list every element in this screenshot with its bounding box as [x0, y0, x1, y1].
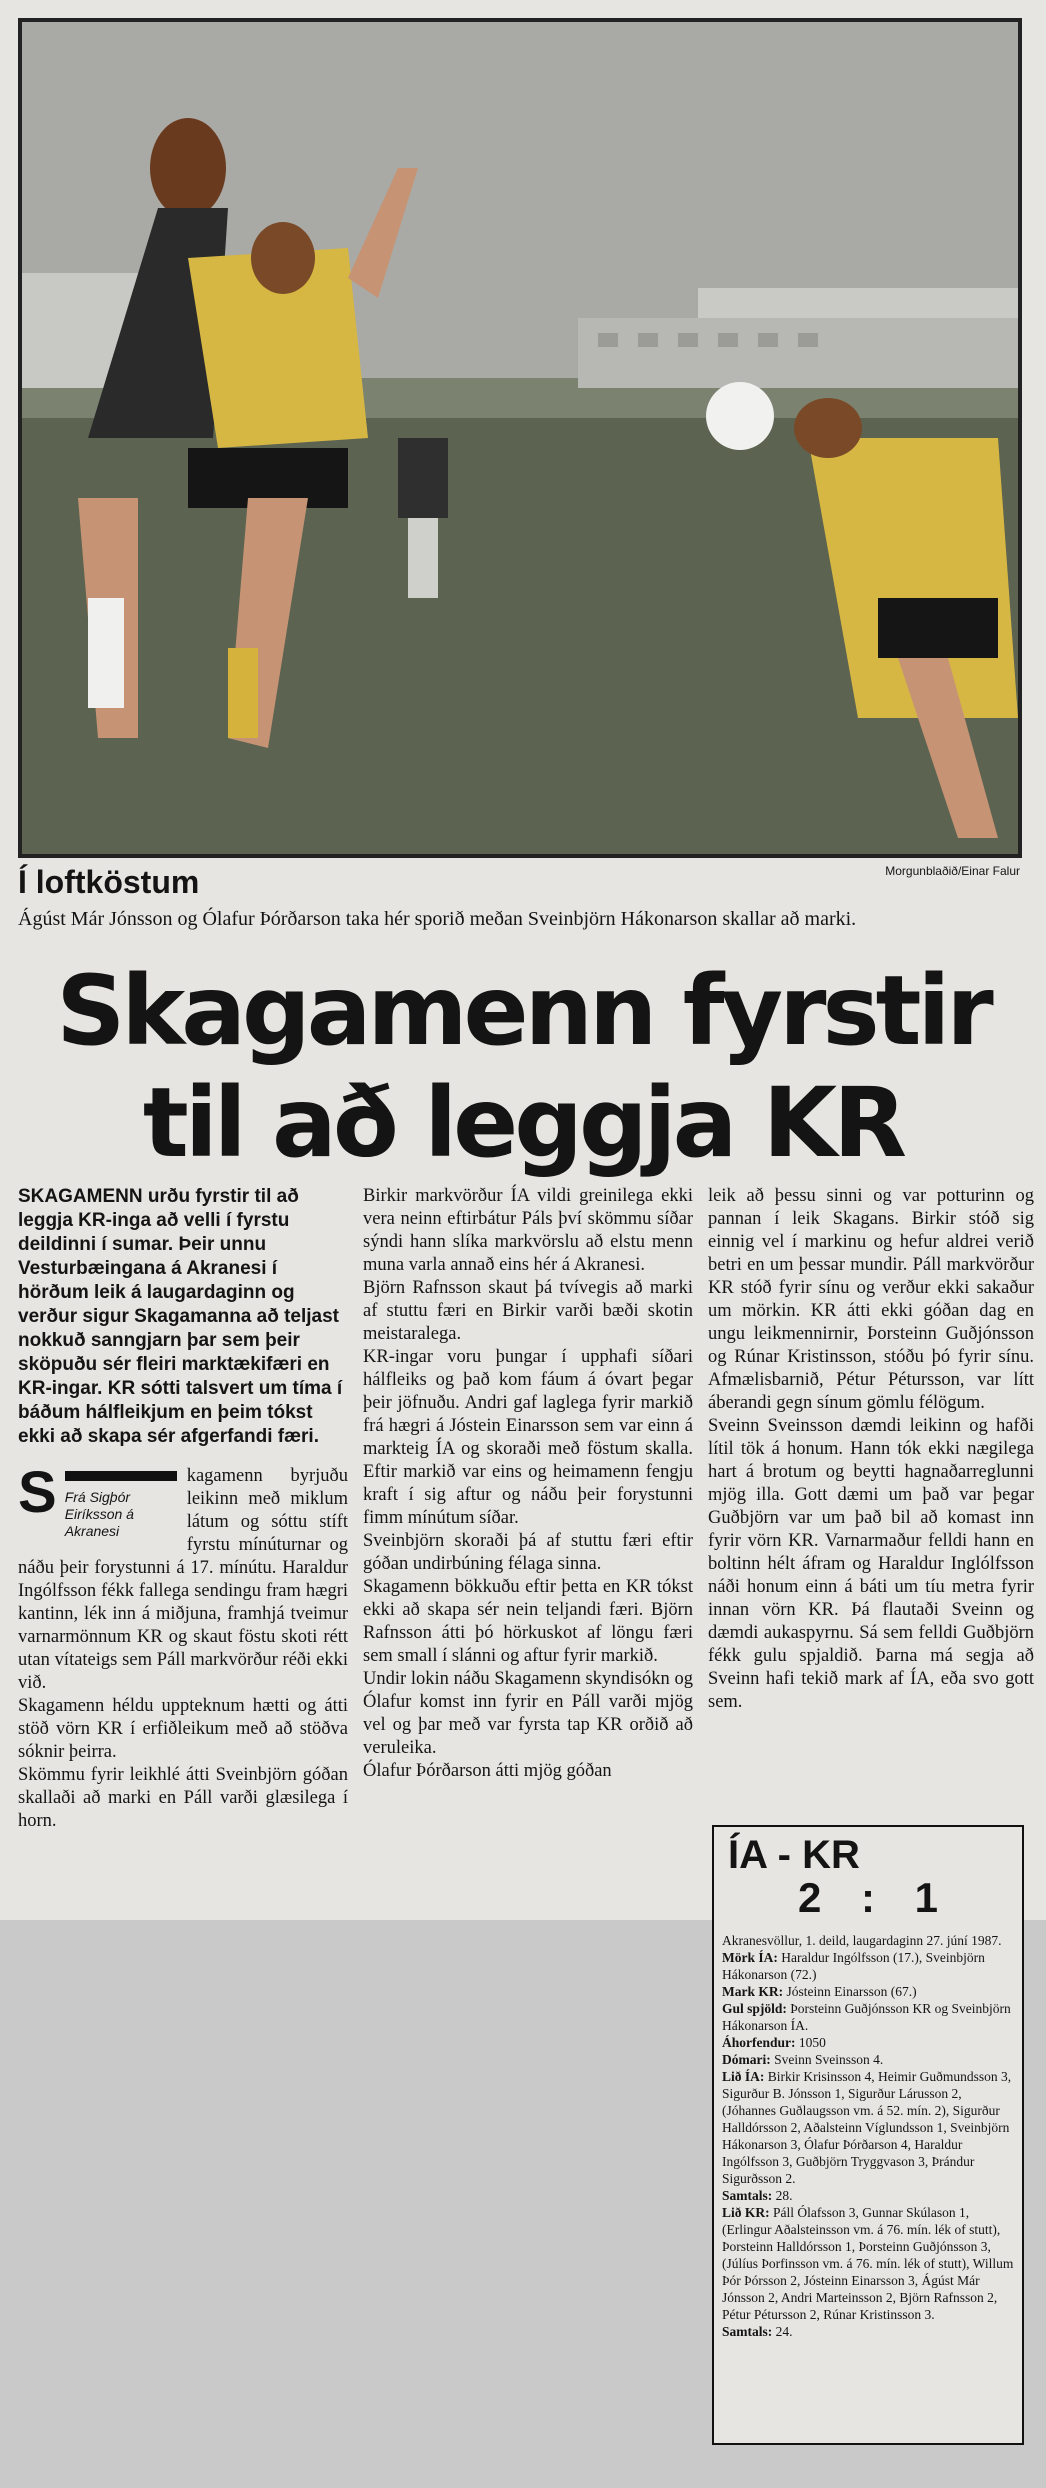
factbox-line: Lið KR: Páll Ólafsson 3, Gunnar Skúlason 1, (Erlingur Aðalsteinsson vm. á 76. mín. lék of stutt), Þorsteinn Halldórsson 1, Þorsteinn Guðjónsson 3, (Júlíus Þorfinsson vm. á 76. mín. lék of stutt), Willum Þór Þórsson 2, Jósteinn Einarsson 3, Ágúst Már Jónsson 2, Andri Marteinsson 2, Björn Rafnsson 2, Pétur Pétursson 2, Rúnar Kristinsson 3.	[722, 2205, 1014, 2322]
article-paragraph: Skömmu fyrir leikhlé átti Sveinbjörn góðan skallaði að marki en Páll varði glæsilega í horn.	[18, 1765, 348, 1831]
drop-cap: S	[18, 1460, 57, 1525]
photo-credit: Morgunblaðið/Einar Falur	[885, 864, 1020, 878]
factbox-line: Mark KR: Jósteinn Einarsson (67.)	[722, 1984, 917, 1999]
article-paragraph: Undir lokin náðu Skagamenn skyndisókn og Ólafur komst inn fyrir en Páll varði mjög vel og þar með var fyrsta tap KR orðið að veruleika.	[363, 1669, 693, 1758]
article-column-3	[708, 1185, 1034, 1714]
factbox-line: Akranesvöllur, 1. deild, laugardaginn 27. júní 1987.	[722, 1933, 1002, 1948]
factbox-line: Mörk ÍA: Haraldur Ingólfsson (17.), Sveinbjörn Hákonarson (72.)	[722, 1950, 985, 1982]
article-paragraph: leik að þessu sinni og var potturinn og pannan í leik Skagans. Birkir stóð sig einnig vel í markinu og hefur aldrei verið betri en um þessar mundir. Páll markvörður KR stóð fyrir sínu og verður ekki sakaður um mörkin. KR átti ekki góðan dag en ungu leikmennirnir, Þorsteinn Guðjónsson og Rúnar Kristinsson, stóðu þó fyrir sínu. Afmælisbarnið, Pétur Pétursson, var lítt áberandi gegn sínum gömlu félögum.	[708, 1186, 1034, 1413]
article-paragraph: Sveinbjörn skoraði þá af stuttu færi eftir góðan undirbúning félaga sinna.	[363, 1531, 693, 1574]
factbox-line: Samtals: 24.	[722, 2324, 793, 2339]
factbox-line: Lið ÍA: Birkir Krisinsson 4, Heimir Guðmundsson 3, Sigurður B. Jónsson 1, Sigurður Lárusson 2, (Jóhannes Guðlaugsson vm. á 52. mín. 2), Sigurður Halldórsson 2, Aðalsteinn Víglundsson 1, Sveinbjörn Hákonarson 3, Ólafur Þórðarson 4, Haraldur Ingólfsson 3, Guðbjörn Tryggvason 3, Þrándur Sigurðsson 2.	[722, 2069, 1012, 2186]
byline-rule	[65, 1471, 177, 1481]
match-photo	[18, 18, 1022, 858]
article-column-1	[18, 1185, 348, 1833]
article-paragraph: Skagamenn bökkuðu eftir þetta en KR tókst ekki að skapa sér nein teljandi færi. Björn Rafnsson átti þó hörkuskot af löngu færi sem small í slánni og aftur fyrir markið.	[363, 1577, 693, 1666]
factbox-lines	[722, 1932, 1014, 2340]
article-paragraph: Björn Rafnsson skaut þá tvívegis að marki af stuttu færi en Birkir varði bæði skotin meistaralega.	[363, 1278, 693, 1344]
byline-text: Frá Sigþór Eiríksson á Akranesi	[64, 1489, 134, 1539]
article-paragraph: Birkir markvörður ÍA vildi greinilega ekki vera neinn eftirbátur Páls því skömmu síðar sýndi hann slíka markvörslu að elstu menn muna varla annað eins hér á Akranesi.	[363, 1186, 693, 1275]
article-paragraph	[18, 1460, 348, 1695]
article-paragraph: Skagamenn héldu uppteknum hætti og átti stöð vörn KR í erfiðleikum með að stöðva sóknir þeirra.	[18, 1696, 348, 1762]
factbox-line: Gul spjöld: Þorsteinn Guðjónsson KR og Sveinbjörn Hákonarson ÍA.	[722, 2001, 1011, 2033]
article-lead: SKAGAMENN urðu fyrstir til að leggja KR-inga að velli í fyrstu deildinni í sumar. Þeir unnu Vesturbæingana á Akranesi í hörðum leik á laugardaginn og verður sigur Skagamanna að teljast nokkuð sanngjarn þar sem þeir sköpuðu sér fleiri marktækifæri en KR-ingar. KR sótti talsvert um tíma í báðum hálfleikjum en þeim tókst ekki að skapa sér afgerfandi færi.	[18, 1186, 343, 1447]
factbox-line: Áhorfendur: 1050	[722, 2035, 826, 2050]
headline	[0, 955, 1046, 1179]
factbox-score: 2 : 1	[797, 1874, 939, 1921]
match-factbox	[712, 1825, 1024, 2445]
paragraph-text: kagamenn byrjuðu leikinn með miklum látum og sóttu stíft fyrstu mínúturnar og náðu þeir forystunni á 17. mínútu. Haraldur Ingólfsson fékk fallega sendingu fram hægri kantinn, lék inn á miðjuna, framhjá tveimur varnarmönnum KR og skaut föstu skoti rétt utan vítateigs sem Páll markvörður réði ekki við.	[18, 1466, 348, 1693]
factbox-line: Samtals: 28.	[722, 2188, 793, 2203]
byline	[65, 1471, 177, 1540]
article-column-2	[363, 1185, 693, 1783]
article-paragraph: Ólafur Þórðarson átti mjög góðan	[363, 1761, 612, 1781]
headline-line-2: til að leggja KR	[142, 1067, 904, 1179]
article-paragraph: Sveinn Sveinsson dæmdi leikinn og hafði lítil tök á honum. Hann tók ekki nægilega hart á brotum og beytti hagnaðarreglunni mjög illa. Gott dæmi um það var þegar Guðbjörn var um það bil að komast inn fyrir vörn KR. Varnarmaður felldi hann en boltinn hélt áfram og Haraldur Inglólfsson náði honum einn á báti um tíu metra fyrir innan vörn KR. Þá flautaði Sveinn og dæmdi aukaspyrnu. Sá sem felldi Guðbjörn fékk gulu spjaldið. Þarna má segja að Sveinn hafi tekið mark af ÍA, eða svo gott sem.	[708, 1416, 1034, 1712]
factbox-line: Dómari: Sveinn Sveinsson 4.	[722, 2052, 884, 2067]
photo-caption: Ágúst Már Jónsson og Ólafur Þórðarson taka hér sporið meðan Sveinbjörn Hákonarson skallar að marki.	[18, 908, 857, 930]
headline-line-1: Skagamenn fyrstir	[56, 955, 990, 1067]
article-paragraph: KR-ingar voru þungar í upphafi síðari hálfleiks og það kom fáum á óvart þegar þeir jöfnuðu. Andri gaf laglega fyrir markið frá hægri á Jóstein Einarsson sem var einn á markteig ÍA og skoraði með föstum skalla. Eftir markið var eins og heimamenn fengju kraft í sig aftur og náðu þeir forystunni fimm mínútum síðar.	[363, 1347, 693, 1528]
factbox-title: ÍA - KR	[728, 1833, 860, 1877]
photo-kicker: Í loftköstum	[18, 864, 200, 900]
